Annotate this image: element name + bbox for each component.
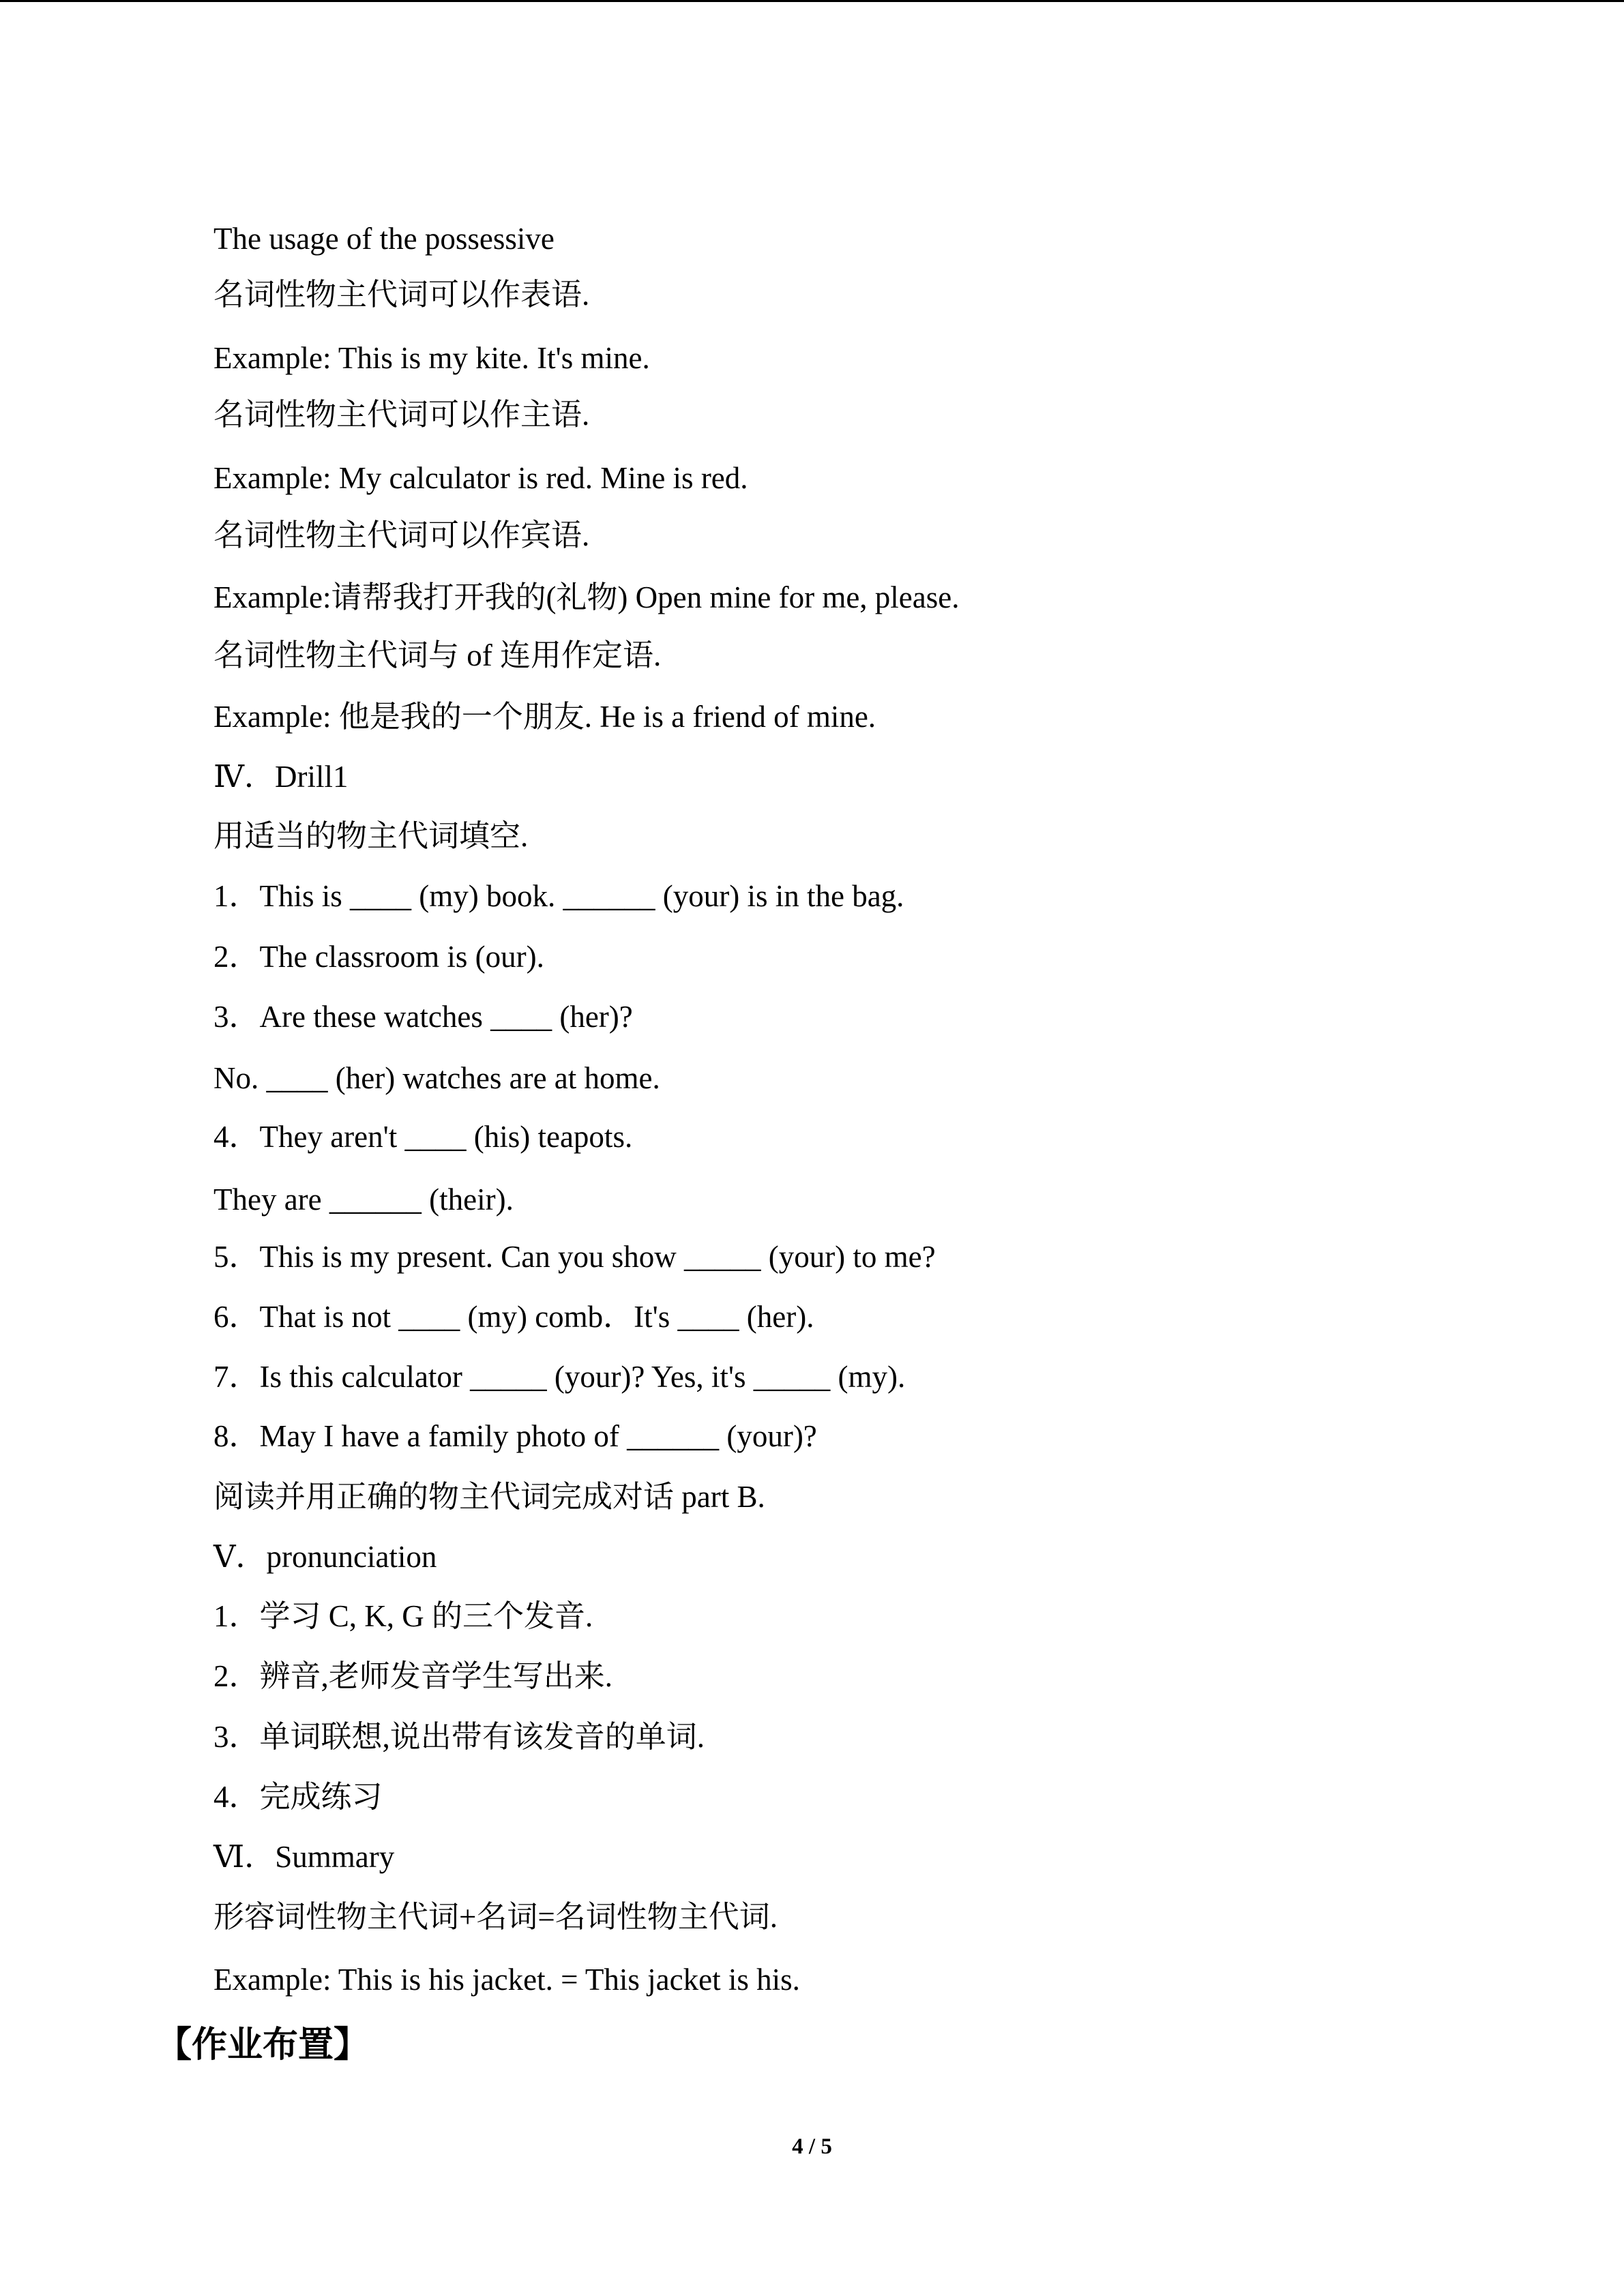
text-line-usage-title: The usage of the possessive bbox=[213, 222, 555, 256]
exercise-item: 1．This is ____ (my) book. ______ (your) is in the bag. bbox=[213, 879, 904, 913]
text-line: 名词性物主代词与 of 连用作定语. bbox=[213, 638, 662, 672]
exercise-item: 3．Are these watches ____ (her)? bbox=[213, 1000, 633, 1034]
text-line: 阅读并用正确的物主代词完成对话 part B. bbox=[213, 1480, 765, 1514]
exercise-item: No. ____ (her) watches are at home. bbox=[213, 1061, 660, 1095]
exercise-item: 5．This is my present. Can you show _____ (your) to me? bbox=[213, 1240, 936, 1274]
exercise-item: 4．They aren't ____ (his) teapots. bbox=[213, 1120, 633, 1154]
exercise-item: 7．Is this calculator _____ (your)? Yes, it's _____ (my). bbox=[213, 1360, 906, 1394]
top-border bbox=[0, 0, 1624, 2]
list-item: 3．单词联想,说出带有该发音的单词. bbox=[213, 1720, 705, 1754]
page-number: 4 / 5 bbox=[792, 2134, 832, 2159]
exercise-item: 8．May I have a family photo of ______ (your)? bbox=[213, 1419, 817, 1453]
text-line: 名词性物主代词可以作宾语. bbox=[213, 518, 590, 552]
text-line-example: Example:请帮我打开我的(礼物) Open mine for me, please. bbox=[213, 580, 960, 614]
section-heading-homework: 【作业布置】 bbox=[156, 2025, 370, 2066]
text-line-example: Example: My calculator is red. Mine is red. bbox=[213, 461, 748, 495]
list-item: 2．辨音,老师发音学生写出来. bbox=[213, 1659, 613, 1693]
text-line-example: Example: 他是我的一个朋友. He is a friend of mine. bbox=[213, 700, 876, 734]
text-line: 形容词性物主代词+名词=名词性物主代词. bbox=[213, 1900, 778, 1934]
exercise-item: 6．That is not ____ (my) comb．It's ____ (her). bbox=[213, 1300, 814, 1334]
text-line: 名词性物主代词可以作表语. bbox=[213, 278, 590, 312]
list-item: 4．完成练习 bbox=[213, 1780, 383, 1814]
section-title-drill: Ⅳ．Drill1 bbox=[213, 760, 349, 794]
section-title-pronunciation: Ⅴ．pronunciation bbox=[213, 1540, 437, 1574]
text-line: 用适当的物主代词填空. bbox=[213, 819, 529, 853]
exercise-item: 2．The classroom is (our). bbox=[213, 940, 544, 974]
text-line-example: Example: This is his jacket. = This jacket is his. bbox=[213, 1963, 800, 1997]
list-item: 1．学习 C, K, G 的三个发音. bbox=[213, 1599, 593, 1633]
text-line: 名词性物主代词可以作主语. bbox=[213, 398, 590, 432]
exercise-item: They are ______ (their). bbox=[213, 1182, 514, 1217]
text-line-example: Example: This is my kite. It's mine. bbox=[213, 341, 650, 375]
section-title-summary: Ⅵ．Summary bbox=[213, 1840, 395, 1874]
